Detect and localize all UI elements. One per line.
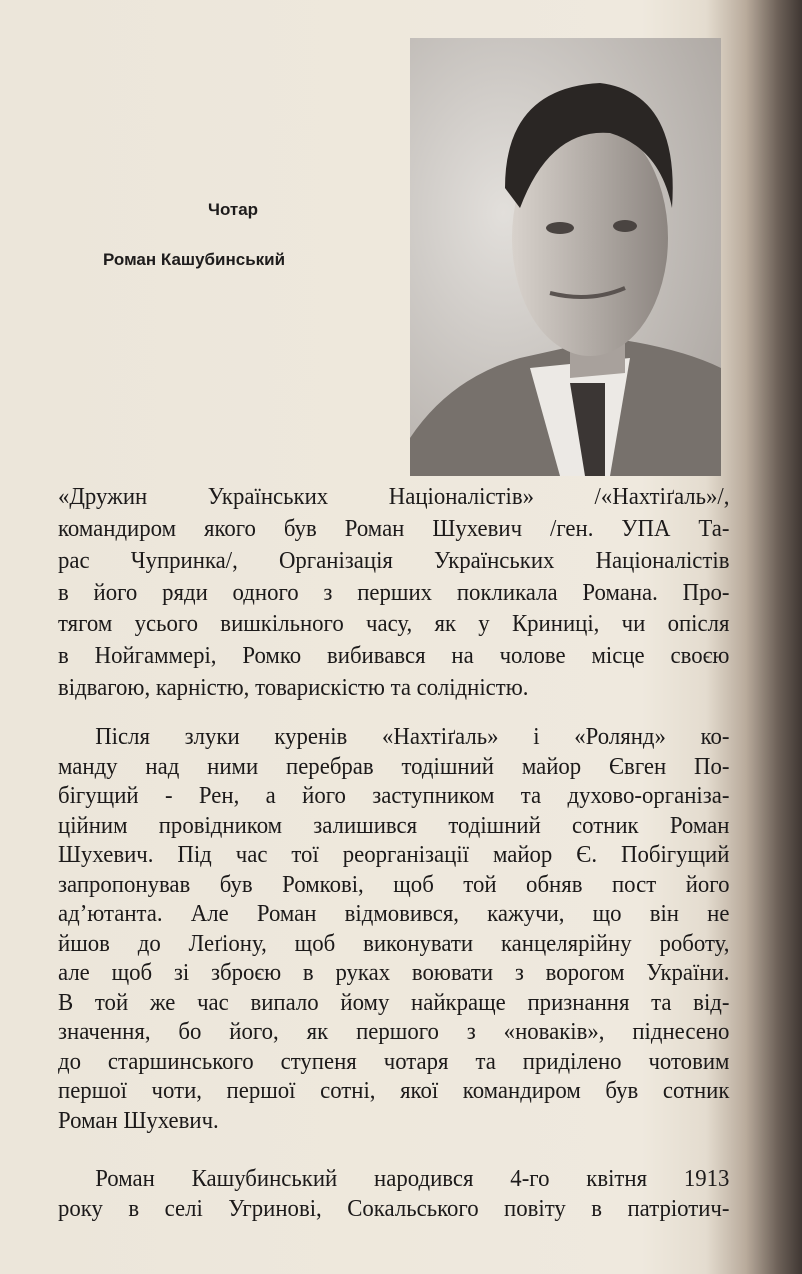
text-line: манду над ними перебрав тодішний майор Євген По- bbox=[58, 753, 730, 780]
text-line: запропонував був Ромкові, щоб той обняв пост його bbox=[58, 871, 730, 898]
text-line: йшов до Леґіону, щоб виконувати канцелярійну роботу, bbox=[58, 930, 730, 957]
text-line: ційним провідником залишився тодішний сотник Роман bbox=[58, 812, 730, 839]
text-line: першої чоти, першої сотні, якої командиром був сотник bbox=[58, 1077, 730, 1104]
text-line: ад’ютанта. Але Роман відмовився, кажучи, що він не bbox=[58, 900, 730, 927]
portrait-photo-icon bbox=[410, 38, 721, 476]
rank-heading: Чотар bbox=[208, 200, 259, 219]
text-line: в його ряди одного з перших покликала Романа. Про- bbox=[58, 579, 730, 606]
text-line: Роман Шухевич. bbox=[58, 1107, 219, 1134]
text-line: Після злуки куренів «Нахтіґаль» і «Ролянд» ко- bbox=[95, 723, 730, 750]
text-line: Роман Кашубинський народився 4-го квітня 1913 bbox=[95, 1165, 730, 1192]
text-line: тягом усього вишкільного часу, як у Криниці, чи опісля bbox=[58, 610, 730, 637]
text-line: «Дружин Українських Націоналістів» /«Нахтіґаль»/, bbox=[58, 483, 730, 510]
text-line: бігущий - Рен, а його заступником та духово-організа- bbox=[58, 782, 730, 809]
text-line: до старшинського ступеня чотаря та приділено чотовим bbox=[58, 1048, 730, 1075]
text-line: відвагою, карністю, товарискістю та солідністю. bbox=[58, 674, 529, 701]
text-line: але щоб зі зброєю в руках воювати з ворогом України. bbox=[58, 959, 730, 986]
text-line: року в селі Угринові, Сокальського повіту в патріотич- bbox=[58, 1195, 730, 1222]
text-line: В той же час випало йому найкраще признання та від- bbox=[58, 989, 730, 1016]
text-line: значення, бо його, як першого з «новаків», піднесено bbox=[58, 1018, 730, 1045]
text-line: в Нойгаммері, Ромко вибивався на чолове місце своєю bbox=[58, 642, 730, 669]
text-line: Шухевич. Під час тої реорганізації майор Є. Побігущий bbox=[58, 841, 730, 868]
text-line: рас Чупринка/, Організація Українських Націоналістів bbox=[58, 547, 730, 574]
text-line: командиром якого був Роман Шухевич /ген. УПА Та- bbox=[58, 515, 730, 542]
name-heading: Роман Кашубинський bbox=[103, 250, 286, 269]
